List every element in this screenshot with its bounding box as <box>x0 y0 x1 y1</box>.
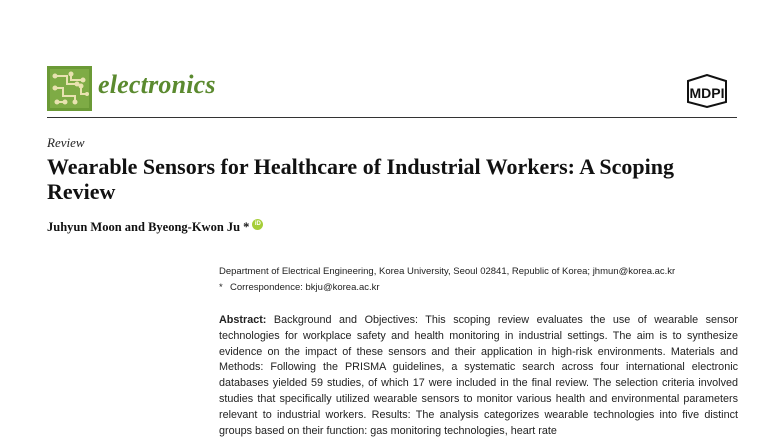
orcid-icon[interactable] <box>252 219 263 230</box>
abstract-text: Background and Objectives: This scoping review evaluates the use of wearable sensor technologies for workplace safety and health monitoring in industrial settings. The aim is to synthesize evidence on the impact of these sensors and their application in high-risk environments. Materials and Methods: Following the PRISMA guidelines, a systematic search across four international electronic databases yielded 59 studies, of which 17 were included in the final review. The selection criteria involved studies that specifically utilized wearable sensors to monitor various health and environmental parameters relevant to industrial workers. Results: The analysis categorizes wearable technologies into five distinct groups based on their function: gas monitoring technologies, heart rate <box>219 314 739 437</box>
author-names: Juhyun Moon and Byeong-Kwon Ju <box>47 220 241 234</box>
affiliation: Department of Electrical Engineering, Korea University, Seoul 02841, Republic of Korea; jhmun@korea.ac.kr <box>219 266 676 277</box>
header-divider <box>47 117 737 118</box>
author-line <box>47 220 263 235</box>
article-type: Review <box>47 135 85 150</box>
orcid-letters: iD <box>254 221 261 227</box>
svg-text:MDPI: MDPI <box>689 85 725 101</box>
corresponding-author-mark: * <box>243 220 250 234</box>
journal-name: electronics <box>98 70 216 99</box>
correspondence-line <box>219 282 380 293</box>
correspondence-mark: * <box>219 282 223 293</box>
publisher-logo <box>679 74 735 108</box>
abstract-label: Abstract: <box>219 314 267 326</box>
article-title: Wearable Sensors for Healthcare of Industrial Workers: A Scoping Review <box>47 154 675 204</box>
circuit-board-logo-icon <box>47 66 92 111</box>
abstract <box>219 313 738 439</box>
mdpi-logo-icon <box>679 74 735 108</box>
correspondence-email: Correspondence: bkju@korea.ac.kr <box>230 282 380 293</box>
journal-logo <box>47 66 92 111</box>
